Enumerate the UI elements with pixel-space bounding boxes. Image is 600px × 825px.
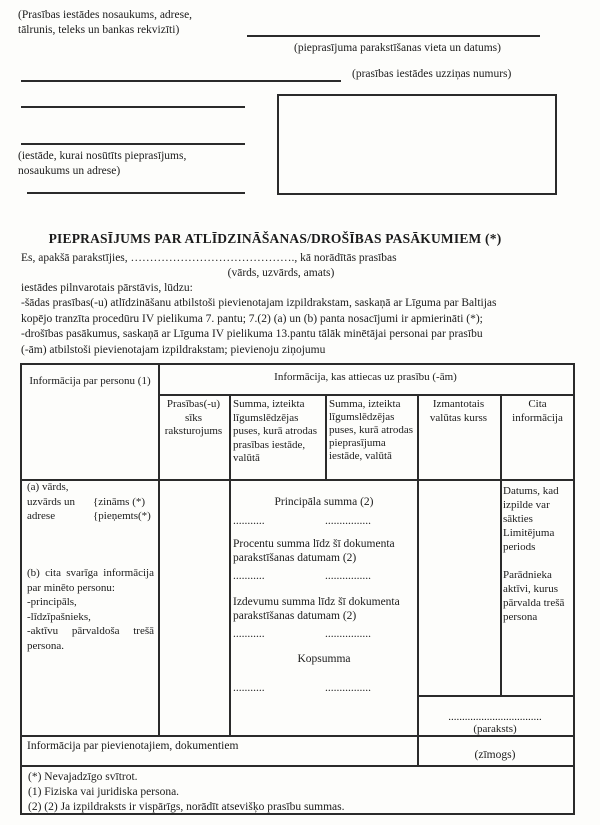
other-info-cell: Datums, kad izpilde var sākties Limitējuma periods Parādnieka aktīvi, kurus pārvalda trešā persona	[503, 485, 565, 623]
known-accepted-brace: {zināms (*) {pieņemts(*)	[93, 495, 151, 522]
table-line	[229, 394, 231, 735]
column-header-sum-request-office: Summa, izteikta līgumslēdzējas puses, kurā atrodas pieprasījuma iestāde, valūtā	[329, 398, 414, 462]
table-line	[158, 394, 573, 396]
attachments-row-label: Informācija par pievienotajiem, dokumentiem	[27, 740, 239, 752]
column-header-person: Informācija par personu (1)	[29, 375, 151, 387]
stamp-caption: (zīmogs)	[474, 749, 516, 761]
reference-number-caption: (prasības iestādes uzziņas numurs)	[352, 68, 512, 80]
claim-office-label: (Prasības iestādes nosaukums, adrese, tālrunis, teleks un bankas rekvizīti)	[18, 9, 193, 36]
signing-place-line	[247, 35, 540, 37]
fill-in-dots: ........... ................	[233, 515, 371, 527]
total-sum-label: Kopsumma	[297, 653, 351, 665]
principal-sum-label: Principāla summa (2)	[274, 496, 374, 508]
table-line	[500, 394, 502, 695]
column-header-claim-description: Prasības(-u) sīks raksturojums	[164, 398, 223, 437]
column-header-sum-claim-office: Summa, izteikta līgumslēdzējas puses, kurā atrodas prasības iestāde, valūtā	[233, 398, 318, 464]
footnotes	[28, 770, 568, 816]
table-line	[22, 765, 573, 767]
costs-sum-label: Izdevumu summa līdz šī dokumenta parakstīšanas datumam (2)	[233, 596, 400, 622]
fill-in-dots: ........... ................	[233, 570, 371, 582]
name-caption: (vārds, uzvārds, amats)	[227, 267, 335, 279]
column-header-exchange-rate: Izmantotais valūtas kurss	[429, 398, 488, 424]
addressee-label: (iestāde, kurai nosūtīts pieprasījums, nosaukums un adrese)	[18, 150, 187, 177]
reference-number-line	[21, 80, 341, 82]
footnote: (2) (2) Ja izpildraksts ir vispārīgs, norādīt atsevišķo prasību summas.	[28, 801, 345, 814]
declaration-signed-line: Es, apakšā parakstījies, ……………………………………., kā norādītās prasības	[21, 252, 397, 264]
person-name-address-cell: (a) vārds, uzvārds un adrese {zināms (*) {pieņemts(*)	[27, 481, 151, 522]
column-header-other-info: Cita informācija	[512, 398, 563, 424]
person-other-important-info-cell: (b) cita svarīga informācija par minēto personu: -principāls, -līdzīpašnieks, -aktīvu pārvaldoša trešā persona.	[27, 567, 154, 652]
interest-sum-label: Procentu summa līdz šī dokumenta parakstīšanas datumam (2)	[233, 538, 395, 564]
table-line	[22, 735, 573, 737]
fill-in-dots: ........... ................	[233, 682, 371, 694]
signature-dots: ..................................	[448, 711, 542, 723]
signing-place-caption: (pieprasījuma parakstīšanas vieta un datums)	[294, 42, 501, 54]
claims-table	[20, 363, 575, 815]
footnote: (1) Fiziska vai juridiska persona.	[28, 786, 180, 799]
form-title: PIEPRASĪJUMS PAR ATLĪDZINĀŠANAS/DROŠĪBAS PASĀKUMIEM (*)	[48, 231, 502, 246]
address-box	[277, 94, 557, 195]
column-header-claims-span: Informācija, kas attiecas uz prasību (-ām)	[274, 371, 457, 383]
representative-line: iestādes pilnvarotais pārstāvis, lūdzu:	[21, 282, 193, 294]
footnote: (*) Nevajadzīgo svītrot.	[28, 771, 138, 783]
addressee-line-2	[21, 143, 245, 145]
signature-caption: (paraksts)	[473, 723, 517, 735]
addressee-line-3	[27, 192, 245, 194]
signature-cell	[419, 697, 571, 735]
request-paragraph: -šādas prasības(-u) atlīdzināšanu atbilstoši pievienotajam izpildrakstam, saskaņā ar Līguma par Baltijas kopējo tranzīta procedūru IV pielikuma 7. pantu; 7.(2) (a) un (b) panta nosacījumi ir apmierināti (*); -drošības pasākumus, saskaņā ar Līguma IV pielikuma 13.pantu tālāk minētājai personai par prasību (-ām) atbilstoši pievienotajam izpildrakstam; pievienoju ziņojumu	[21, 297, 497, 356]
table-line	[325, 394, 327, 479]
sums-cell	[233, 495, 415, 695]
fill-in-dots: ........... ................	[233, 628, 371, 640]
addressee-line-1	[21, 106, 245, 108]
